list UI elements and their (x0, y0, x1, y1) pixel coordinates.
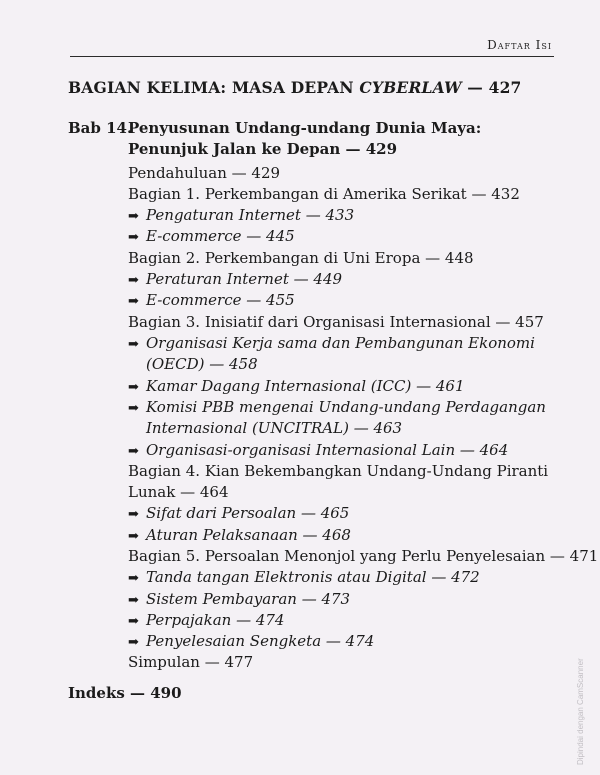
toc-section: Bagian 1. Perkembangan di Amerika Serikat — 432 (128, 185, 520, 203)
toc-subentry: ➡ Komisi PBB mengenai Undang-undang Perdagangan (128, 397, 546, 419)
part-page: — 427 (461, 78, 522, 97)
arrow-right-icon: ➡ (128, 230, 139, 245)
toc-subentry: ➡ Pengaturan Internet — 433 (128, 205, 354, 227)
toc-subentry: ➡ Aturan Pelaksanaan — 468 (128, 525, 351, 547)
toc-subentry: ➡ Peraturan Internet — 449 (128, 269, 342, 291)
toc-section: Bagian 3. Inisiatif dari Organisasi Internasional — 457 (128, 313, 544, 331)
arrow-right-icon: ➡ (128, 273, 139, 288)
toc-subentry: ➡ Sifat dari Persoalan — 465 (128, 503, 349, 525)
toc-subentry: ➡ Organisasi-organisasi Internasional Lain — 464 (128, 440, 508, 462)
part-italic-word: CYBERLAW (359, 78, 462, 97)
toc-section: Bagian 2. Perkembangan di Uni Eropa — 448 (128, 249, 474, 267)
running-head: Daftar Isi (487, 38, 552, 52)
toc-section: Bagian 4. Kian Bekembangkan Undang-Undang Piranti (128, 462, 549, 480)
toc-subentry: ➡ E-commerce — 445 (128, 226, 295, 248)
chapter-title-line2: Penunjuk Jalan ke Depan — 429 (128, 140, 398, 158)
toc-section-continued: Lunak — 464 (128, 483, 229, 501)
arrow-right-icon: ➡ (128, 444, 139, 459)
arrow-right-icon: ➡ (128, 614, 139, 629)
toc-section: Bagian 5. Persoalan Menonjol yang Perlu Penyelesaian — 471 (128, 547, 599, 565)
toc-entry: Pendahuluan — 429 (128, 164, 281, 182)
chapter-title-line1: Penyusunan Undang-undang Dunia Maya: (128, 119, 482, 137)
arrow-right-icon: ➡ (128, 529, 139, 544)
header-rule (70, 56, 554, 57)
scanner-watermark: Dipindai dengan CamScanner (576, 658, 585, 765)
arrow-right-icon: ➡ (128, 401, 139, 416)
toc-subentry: ➡ E-commerce — 455 (128, 290, 295, 312)
part-heading (68, 78, 522, 97)
toc-subentry: ➡ Tanda tangan Elektronis atau Digital — 472 (128, 567, 480, 589)
part-prefix: BAGIAN KELIMA: MASA DEPAN (68, 78, 360, 97)
arrow-right-icon: ➡ (128, 380, 139, 395)
chapter-label: Bab 14. (68, 119, 133, 137)
arrow-right-icon: ➡ (128, 209, 139, 224)
arrow-right-icon: ➡ (128, 635, 139, 650)
toc-subentry: ➡ Perpajakan — 474 (128, 610, 284, 632)
arrow-right-icon: ➡ (128, 294, 139, 309)
toc-subentry-continued: Internasional (UNCITRAL) — 463 (146, 419, 403, 437)
toc-subentry: ➡ Kamar Dagang Internasional (ICC) — 461 (128, 376, 465, 398)
toc-subentry-continued: (OECD) — 458 (146, 355, 258, 373)
index-entry: Indeks — 490 (68, 684, 182, 702)
toc-subentry: ➡ Organisasi Kerja sama dan Pembangunan Ekonomi (128, 333, 535, 355)
arrow-right-icon: ➡ (128, 337, 139, 352)
arrow-right-icon: ➡ (128, 593, 139, 608)
toc-subentry: ➡ Penyelesaian Sengketa — 474 (128, 631, 374, 653)
arrow-right-icon: ➡ (128, 507, 139, 522)
toc-subentry: ➡ Sistem Pembayaran — 473 (128, 589, 350, 611)
arrow-right-icon: ➡ (128, 571, 139, 586)
toc-entry: Simpulan — 477 (128, 653, 254, 671)
